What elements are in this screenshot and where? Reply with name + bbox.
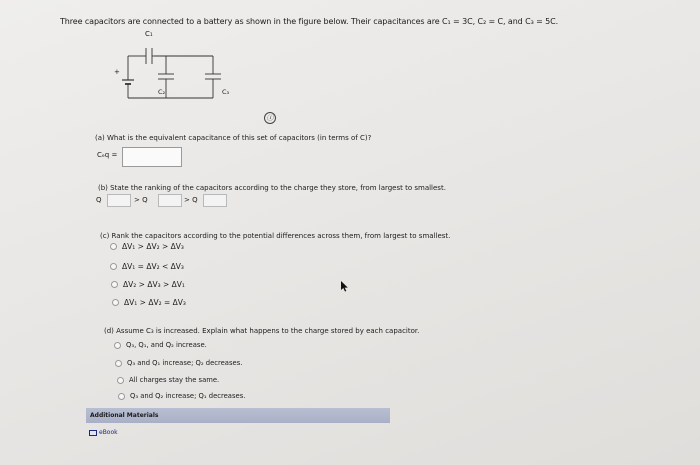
- ebook-link[interactable]: eBook: [89, 429, 118, 436]
- rank-q-label: Q: [96, 196, 102, 204]
- radio-button[interactable]: [115, 360, 122, 367]
- radio-button[interactable]: [112, 299, 119, 306]
- part-b-question: (b) State the ranking of the capacitors according to the charge they store, from largest to smallest.: [98, 184, 446, 192]
- radio-button[interactable]: [110, 263, 117, 270]
- radio-button[interactable]: [118, 393, 125, 400]
- part-a-question: (a) What is the equivalent capacitance of this set of capacitors (in terms of C)?: [95, 134, 372, 142]
- radio-button[interactable]: [111, 281, 118, 288]
- part-d-option[interactable]: All charges stay the same.: [117, 376, 219, 384]
- part-c-option[interactable]: ΔV₂ > ΔV₃ > ΔV₁: [111, 280, 185, 289]
- part-c-option[interactable]: ΔV₁ > ΔV₂ = ΔV₃: [112, 298, 186, 307]
- radio-button[interactable]: [114, 342, 121, 349]
- part-c-option[interactable]: ΔV₁ > ΔV₂ > ΔV₃: [110, 242, 184, 251]
- rank-select-3[interactable]: [203, 194, 227, 207]
- c1-label: C₁: [145, 30, 153, 38]
- mouse-cursor-icon: [341, 281, 349, 292]
- part-c-option[interactable]: ΔV₁ = ΔV₂ < ΔV₃: [110, 262, 184, 271]
- rank-select-1[interactable]: [107, 194, 131, 207]
- circuit-diagram: [100, 28, 250, 108]
- rank-gt-2: > Q: [184, 196, 198, 204]
- rank-gt-1: > Q: [134, 196, 148, 204]
- part-d-option[interactable]: Q₃ and Q₂ increase; Q₁ decreases.: [118, 392, 245, 400]
- radio-button[interactable]: [110, 243, 117, 250]
- radio-button[interactable]: [117, 377, 124, 384]
- ceq-input[interactable]: [122, 147, 182, 167]
- c2-label: C₂: [158, 88, 166, 96]
- info-icon[interactable]: ⓘ: [264, 112, 276, 124]
- part-d-question: (d) Assume C₃ is increased. Explain what happens to the charge stored by each capacitor.: [104, 327, 420, 335]
- part-d-option[interactable]: Q₃ and Q₁ increase; Q₂ decreases.: [115, 359, 242, 367]
- c3-label: C₃: [222, 88, 230, 96]
- additional-materials-header: Additional Materials: [86, 408, 390, 423]
- rank-select-2[interactable]: [158, 194, 182, 207]
- ceq-label: Cₑq =: [97, 151, 118, 159]
- part-c-question: (c) Rank the capacitors according to the potential differences across them, from largest to smallest.: [100, 232, 451, 240]
- part-d-option[interactable]: Q₃, Q₁, and Q₂ increase.: [114, 341, 207, 349]
- book-icon: [89, 430, 97, 436]
- problem-statement: Three capacitors are connected to a battery as shown in the figure below. Their capacitances are C₁ = 3C, C₂ = C, and C₃ = 5C.: [60, 17, 559, 26]
- battery-plus-label: +: [114, 68, 120, 76]
